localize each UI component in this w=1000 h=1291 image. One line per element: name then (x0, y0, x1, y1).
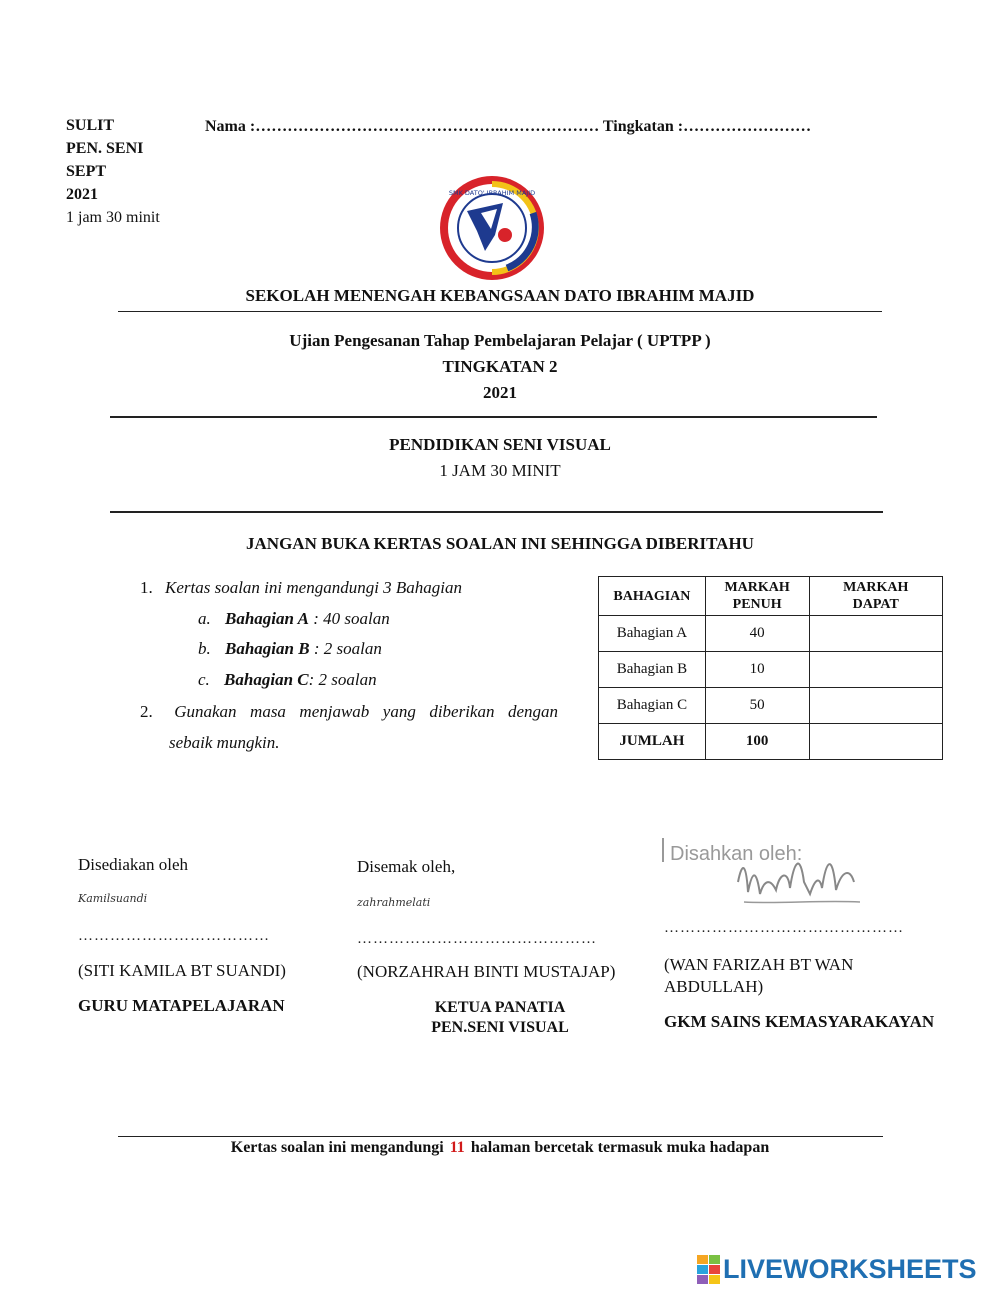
marks-table (598, 576, 943, 760)
sub-letter: c. (198, 670, 210, 689)
section-cell: Bahagian A (599, 616, 706, 652)
instruction-sub-b (198, 639, 382, 659)
checked-title-line2: PEN.SENI VISUAL (431, 1019, 569, 1036)
header-subject-code: PEN. SENI (66, 140, 144, 157)
prepared-dots: ……………………………… (78, 928, 270, 944)
prepared-by-label: Disediakan oleh (78, 855, 188, 874)
full-mark-cell: 10 (705, 652, 809, 688)
sub-letter: b. (198, 639, 211, 658)
section-cell: Bahagian B (599, 652, 706, 688)
warning-text: JANGAN BUKA KERTAS SOALAN INI SEHINGGA DIBERITAHU (246, 534, 754, 553)
instruction-sub-c (198, 670, 377, 690)
approved-name (664, 954, 853, 998)
header-markah-penuh-b: PENUH (732, 597, 782, 612)
instruction-2-line1: Gunakan masa menjawab yang diberikan dengan (174, 702, 558, 721)
total-obtained-cell[interactable] (809, 724, 943, 760)
instruction-2 (140, 702, 558, 722)
total-label-cell: JUMLAH (599, 724, 706, 760)
school-name: SEKOLAH MENENGAH KEBANGSAAN DATO IBRAHIM MAJID (245, 286, 755, 305)
footer-divider (118, 1136, 883, 1137)
obtained-mark-cell[interactable] (809, 652, 943, 688)
sub-letter: a. (198, 609, 211, 628)
sub-part: Bahagian A (225, 609, 309, 628)
header-month: SEPT (66, 163, 107, 180)
instruction-2-number: 2. (140, 702, 153, 721)
school-logo-icon (437, 173, 547, 283)
subject-name: PENDIDIKAN SENI VISUAL (389, 435, 611, 454)
divider-thick (110, 416, 877, 418)
header-left-block (66, 114, 160, 229)
header-markah-dapat-a: MARKAH (843, 580, 909, 595)
exam-form: TINGKATAN 2 (442, 357, 558, 376)
footer-after: halaman bercetak termasuk muka hadapan (470, 1139, 770, 1156)
full-mark-cell: 40 (705, 616, 809, 652)
total-full-cell: 100 (705, 724, 809, 760)
checked-by-label: Disemak oleh, (357, 857, 456, 876)
liveworksheets-logo[interactable] (697, 1254, 977, 1284)
divider-thin (118, 311, 882, 312)
liveworksheets-text: LIVEWORKSHEETS (723, 1253, 977, 1284)
liveworksheets-blocks-icon (697, 1255, 720, 1284)
checked-title (400, 998, 600, 1038)
name-field-line[interactable]: Nama :………………………………………..……………… Tingkatan :…………………… (205, 118, 812, 135)
instruction-sub-a (198, 609, 390, 629)
stamp-label: Disahkan oleh: (670, 843, 803, 865)
table-row (599, 688, 943, 724)
header-markah-penuh-a: MARKAH (724, 580, 790, 595)
subject-duration: 1 JAM 30 MINIT (439, 461, 561, 480)
header-markah-dapat (809, 577, 943, 616)
approval-stamp-signature (660, 832, 890, 927)
footer-page-count (0, 1139, 1000, 1157)
approved-name-line2: ABDULLAH) (664, 977, 764, 996)
footer-before: Kertas soalan ini mengandungi (230, 1139, 444, 1156)
section-cell: Bahagian C (599, 688, 706, 724)
sub-part: Bahagian C (224, 670, 309, 689)
table-row (599, 616, 943, 652)
sub-rest: : 2 soalan (309, 639, 382, 658)
checked-dots: ……………………………………… (357, 931, 597, 947)
sub-rest: : 40 soalan (308, 609, 390, 628)
instruction-2-line2: sebaik mungkin. (169, 733, 280, 752)
checked-title-line1: KETUA PANATIA (434, 999, 566, 1016)
table-total-row (599, 724, 943, 760)
header-sulit: SULIT (66, 117, 115, 134)
header-bahagian: BAHAGIAN (599, 577, 706, 616)
table-row (599, 652, 943, 688)
header-year: 2021 (66, 186, 98, 203)
checked-name: (NORZAHRAH BINTI MUSTAJAP) (357, 962, 616, 981)
sub-rest: : 2 soalan (308, 670, 377, 689)
prepared-name: (SITI KAMILA BT SUANDI) (78, 961, 286, 980)
approved-title: GKM SAINS KEMASYARAKAYAN (664, 1012, 935, 1031)
footer-count: 11 (449, 1139, 465, 1156)
prepared-signature: Kamilsuandi (78, 892, 148, 905)
approved-dots: ……………………………………… (664, 920, 904, 936)
marks-table-header-row (599, 577, 943, 616)
instruction-1-text: Kertas soalan ini mengandungi 3 Bahagian (165, 578, 463, 597)
divider-thick (110, 511, 883, 513)
header-markah-dapat-b: DAPAT (852, 597, 899, 612)
obtained-mark-cell[interactable] (809, 688, 943, 724)
prepared-title: GURU MATAPELAJARAN (78, 996, 285, 1015)
obtained-mark-cell[interactable] (809, 616, 943, 652)
instruction-1 (140, 578, 462, 598)
instruction-1-number: 1. (140, 578, 153, 597)
sub-part: Bahagian B (225, 639, 310, 658)
exam-title: Ujian Pengesanan Tahap Pembelajaran Pelajar ( UPTPP ) (289, 331, 711, 350)
header-duration: 1 jam 30 minit (66, 209, 160, 226)
header-markah-penuh (705, 577, 809, 616)
exam-year: 2021 (483, 383, 517, 402)
approved-name-line1: (WAN FARIZAH BT WAN (664, 955, 854, 974)
full-mark-cell: 50 (705, 688, 809, 724)
logo-caption: SMK DATO' IBRAHIM MAJID (448, 189, 536, 197)
checked-signature: zahrahmelati (357, 896, 431, 909)
